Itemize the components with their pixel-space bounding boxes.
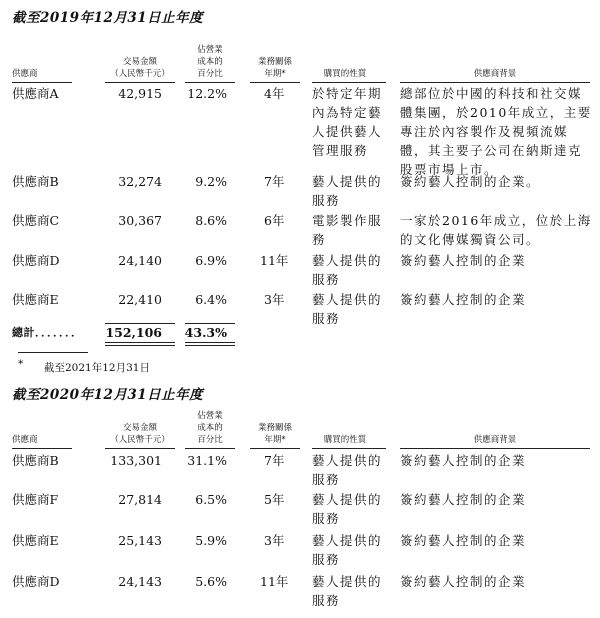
background-cell: 一家於2016年成立，位於上海的文化傳媒獨資公司。 bbox=[400, 213, 592, 247]
supplier-name: 供應商B bbox=[12, 453, 59, 468]
header-amount: 交易金額 （人民幣千元） bbox=[110, 423, 170, 445]
supplier-name: 供應商D bbox=[12, 253, 60, 268]
header-rule bbox=[400, 448, 590, 449]
header-years: 業務關係 年期* bbox=[257, 57, 292, 79]
years-cell: 5年 bbox=[264, 492, 285, 507]
background-cell: 簽約藝人控制的企業 bbox=[400, 492, 527, 507]
years-cell: 4年 bbox=[264, 86, 285, 101]
supplier-name: 供應商C bbox=[12, 213, 60, 228]
header-nature: 購買的性質 bbox=[323, 69, 367, 79]
nature-cell: 藝人提供的服務 bbox=[312, 253, 383, 287]
years-cell: 3年 bbox=[264, 292, 285, 307]
header-amount: 交易金額 （人民幣千元） bbox=[110, 57, 170, 79]
section-title-2019: 截至2019年12月31日止年度 bbox=[12, 10, 204, 26]
total-amount: 152,106 bbox=[105, 325, 162, 340]
background-cell: 簽約藝人控制的企業 bbox=[400, 574, 527, 589]
footnote-marker: * bbox=[18, 358, 24, 370]
header-rule bbox=[185, 448, 235, 449]
header-rule bbox=[185, 82, 235, 83]
amount-cell: 30,367 bbox=[118, 213, 162, 228]
section-title-2020: 截至2020年12月31日止年度 bbox=[12, 387, 204, 403]
nature-cell: 藝人提供的服務 bbox=[312, 292, 383, 326]
header-background: 供應商背景 bbox=[473, 435, 517, 445]
supplier-name: 供應商A bbox=[12, 86, 59, 101]
years-cell: 3年 bbox=[264, 533, 285, 548]
percent-cell: 5.9% bbox=[195, 533, 227, 548]
background-cell: 總部位於中國的科技和社交媒體集團，於2010年成立，主要專注於內容製作及視頻流媒體，其主要子公司在納斯達克股票市場上市。 bbox=[400, 86, 592, 177]
nature-cell: 藝人提供的服務 bbox=[312, 533, 383, 567]
header-rule bbox=[312, 82, 386, 83]
amount-cell: 22,410 bbox=[118, 292, 162, 307]
years-cell: 11年 bbox=[260, 253, 289, 268]
double-underline bbox=[105, 342, 175, 346]
nature-cell: 電影製作服務 bbox=[312, 213, 383, 247]
header-rule bbox=[12, 82, 72, 83]
footnote-rule bbox=[18, 352, 88, 353]
nature-cell: 藝人提供的服務 bbox=[312, 492, 383, 526]
nature-cell: 藝人提供的服務 bbox=[312, 453, 383, 487]
header-rule bbox=[250, 448, 300, 449]
header-rule bbox=[312, 448, 386, 449]
amount-cell: 24,143 bbox=[118, 574, 162, 589]
nature-cell: 藝人提供的服務 bbox=[312, 174, 383, 208]
nature-cell: 藝人提供的服務 bbox=[312, 574, 383, 608]
header-nature: 購買的性質 bbox=[323, 435, 367, 445]
amount-cell: 42,915 bbox=[118, 86, 162, 101]
amount-cell: 25,143 bbox=[118, 533, 162, 548]
header-percent: 佔營業 成本的 百分比 bbox=[197, 411, 223, 445]
double-underline bbox=[185, 342, 235, 346]
percent-cell: 9.2% bbox=[195, 174, 227, 189]
amount-cell: 133,301 bbox=[110, 453, 162, 468]
background-cell: 簽約藝人控制的企業 bbox=[400, 253, 527, 268]
header-percent: 佔營業 成本的 百分比 bbox=[197, 45, 223, 79]
total-percent: 43.3% bbox=[184, 325, 227, 340]
footnote-text: 截至2021年12月31日 bbox=[44, 362, 150, 374]
header-rule bbox=[400, 82, 590, 83]
supplier-name: 供應商B bbox=[12, 174, 59, 189]
percent-cell: 6.9% bbox=[195, 253, 227, 268]
header-rule bbox=[105, 82, 175, 83]
background-cell: 簽約藝人控制的企業 bbox=[400, 292, 527, 307]
total-label: 總計．．．．．．． bbox=[12, 326, 83, 339]
supplier-name: 供應商D bbox=[12, 574, 60, 589]
header-background: 供應商背景 bbox=[473, 69, 517, 79]
percent-cell: 5.6% bbox=[195, 574, 227, 589]
percent-cell: 6.5% bbox=[195, 492, 227, 507]
percent-cell: 12.2% bbox=[187, 86, 227, 101]
header-rule bbox=[12, 448, 72, 449]
header-rule bbox=[105, 448, 175, 449]
supplier-name: 供應商F bbox=[12, 492, 59, 507]
supplier-name: 供應商E bbox=[12, 533, 59, 548]
years-cell: 7年 bbox=[264, 453, 285, 468]
supplier-name: 供應商E bbox=[12, 292, 59, 307]
nature-cell: 於特定年期內為特定藝人提供藝人管理服務 bbox=[312, 86, 383, 158]
years-cell: 11年 bbox=[260, 574, 289, 589]
background-cell: 簽約藝人控制的企業 bbox=[400, 453, 527, 468]
percent-cell: 8.6% bbox=[195, 213, 227, 228]
header-rule bbox=[250, 82, 300, 83]
amount-cell: 27,814 bbox=[118, 492, 162, 507]
background-cell: 簽約藝人控制的企業 bbox=[400, 533, 527, 548]
header-supplier: 供應商 bbox=[12, 69, 38, 79]
amount-cell: 24,140 bbox=[118, 253, 162, 268]
years-cell: 6年 bbox=[264, 213, 285, 228]
percent-cell: 31.1% bbox=[187, 453, 227, 468]
amount-cell: 32,274 bbox=[118, 174, 162, 189]
percent-cell: 6.4% bbox=[195, 292, 227, 307]
header-supplier: 供應商 bbox=[12, 435, 38, 445]
header-years: 業務關係 年期* bbox=[257, 423, 292, 445]
years-cell: 7年 bbox=[264, 174, 285, 189]
background-cell: 簽約藝人控制的企業。 bbox=[400, 174, 541, 189]
